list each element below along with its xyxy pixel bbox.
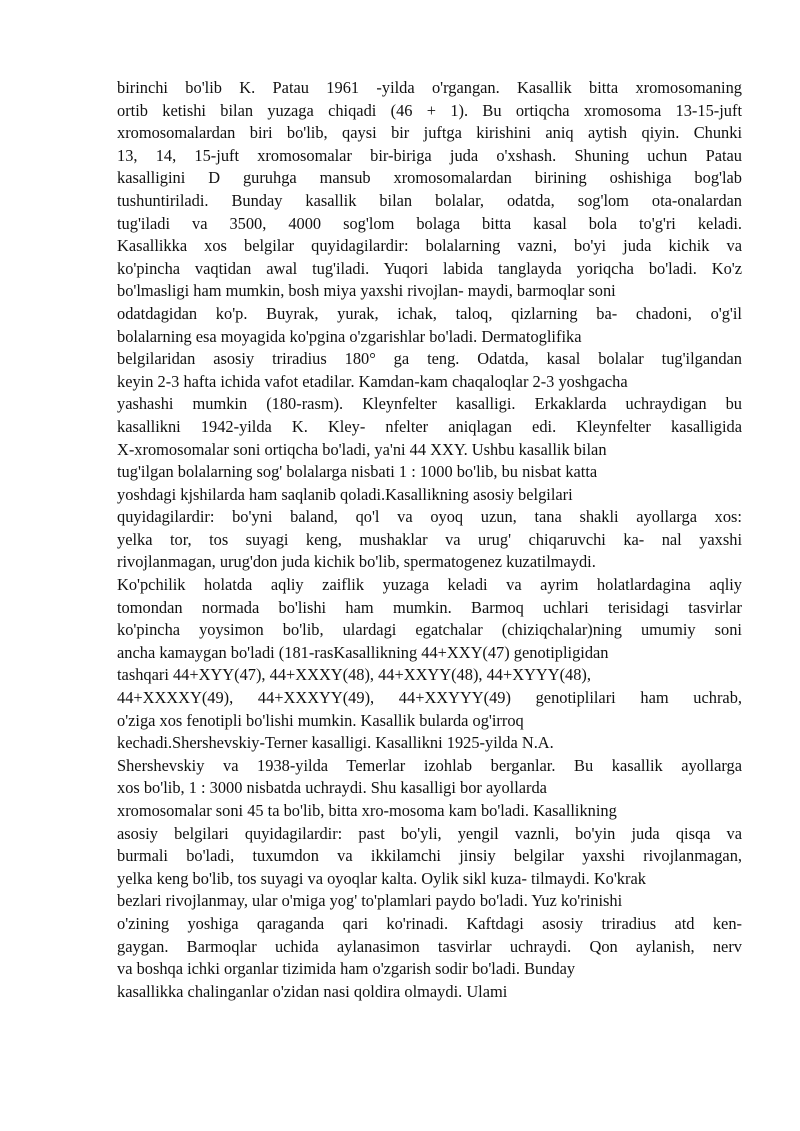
text-line: tushuntiriladi. Bunday kasallik bilan bolalar, odatda, sog'lom ota-onalardan (117, 190, 742, 210)
text-line: ko'pincha vaqtidan awal tug'iladi. Yuqori labida tanglayda yoriqcha bo'ladi. Ko'z (117, 258, 742, 278)
text-line: belgilaridan asosiy triradius 180° ga teng. Odatda, kasal bolalar tug'ilgandan (117, 349, 742, 369)
text-line: rivojlanmagan, urug'don juda kichik bo'lib, spermatogenez kuzatilmaydi. (117, 552, 596, 572)
text-line: kasalligini D guruhga mansub xromosomalardan birining oshishiga bog'lab (117, 168, 742, 188)
text-line: xromosomalardan biri bo'lib, qaysi bir juftga kirishini aniq aytish qiyin. Chunki (117, 123, 742, 143)
text-line: bolalarning esa moyagida ko'pgina o'zgarishlar bo'ladi. Dermatoglifika (117, 326, 582, 346)
text-line: gaygan. Barmoqlar uchida aylanasimon tasvirlar uchraydi. Qon aylanish, nerv (117, 936, 742, 956)
text-line: asosiy belgilari quyidagilardir: past bo'yli, yengil vaznli, bo'yin juda qisqa va (117, 823, 742, 843)
text-line: tug'ilgan bolalarning sog' bolalarga nisbati 1 : 1000 bo'lib, bu nisbat katta (117, 462, 598, 482)
text-line: Ko'pchilik holatda aqliy zaiflik yuzaga keladi va ayrim holatlardagina aqliy (117, 575, 742, 595)
body-text (117, 77, 742, 1003)
text-line: Shershevskiy va 1938-yilda Temerlar izohlab berganlar. Bu kasallik ayollarga (117, 755, 742, 775)
text-line: tashqari 44+XYY(47), 44+XXXY(48), 44+XXYY(48), 44+XYYY(48), (117, 665, 591, 685)
text-line: quyidagilardir: bo'yni baland, qo'l va oyoq uzun, tana shakli ayollarga xos: (117, 507, 742, 527)
text-line: yelka tor, tos suyagi keng, mushaklar va urug' chiqaruvchi ka- nal yaxshi (117, 529, 742, 549)
text-line: va boshqa ichki organlar tizimida ham o'zgarish sodir bo'ladi. Bunday (117, 959, 576, 979)
text-line: odatdagidan ko'p. Buyrak, yurak, ichak, taloq, qizlarning ba- chadoni, o'g'il (117, 303, 742, 323)
text-line: kasallikni 1942-yilda K. Kley- nfelter aniqlagan edi. Kleynfelter kasalligida (117, 416, 742, 436)
text-line: X-xromosomalar soni ortiqcha bo'ladi, ya'ni 44 XXY. Ushbu kasallik bilan (117, 439, 607, 459)
text-line: burmali bo'ladi, tuxumdon va ikkilamchi jinsiy belgilar yaxshi rivojlanmagan, (117, 846, 742, 866)
text-line: keyin 2-3 hafta ichida vafot etadilar. Kamdan-kam chaqaloqlar 2-3 yoshgacha (117, 371, 628, 391)
text-line: ko'pincha yoysimon bo'lib, ulardagi egatchalar (chiziqchalar)ning umumiy soni (117, 620, 742, 640)
text-line: 44+XXXXY(49), 44+XXXYY(49), 44+XXYYY(49) genotiplilari ham uchrab, (117, 688, 742, 708)
text-line: yashashi mumkin (180-rasm). Kleynfelter kasalligi. Erkaklarda uchraydigan bu (117, 394, 742, 414)
text-line: o'zining yoshiga qaraganda qari ko'rinadi. Kaftdagi asosiy triradius atd ken- (117, 913, 742, 933)
text-line: xos bo'lib, 1 : 3000 nisbatda uchraydi. Shu kasalligi bor ayollarda (117, 778, 547, 798)
text-line: Kasallikka xos belgilar quyidagilardir: bolalarning vazni, bo'yi juda kichik va (117, 236, 742, 256)
text-line: tomondan normada bo'lishi ham mumkin. Barmoq uchlari terisidagi tasvirlar (117, 597, 742, 617)
text-line: ortib ketishi bilan yuzaga chiqadi (46 + 1). Bu ortiqcha xromosoma 13-15-juft (117, 100, 742, 120)
text-line: ancha kamaygan bo'ladi (181-rasKasallikning 44+XXY(47) genotipligidan (117, 642, 609, 662)
text-line: bezlari rivojlanmay, ular o'miga yog' to'plamlari paydo bo'ladi. Yuz ko'rinishi (117, 891, 623, 911)
text-line: birinchi bo'lib K. Patau 1961 -yilda o'rgangan. Kasallik bitta xromosomaning (117, 78, 742, 97)
text-line: yelka keng bo'lib, tos suyagi va oyoqlar kalta. Oylik sikl kuza- tilmaydi. Ko'krak (117, 868, 646, 888)
text-line: xromosomalar soni 45 ta bo'lib, bitta xro-mosoma kam bo'ladi. Kasallikning (117, 801, 617, 820)
text-line: tug'iladi va 3500, 4000 sog'lom bolaga bitta kasal bola to'g'ri keladi. (117, 213, 742, 233)
text-line: kasallikka chalinganlar o'zidan nasi qoldira olmaydi. Ulami (117, 981, 508, 1001)
text-line: bo'lmasligi ham mumkin, bosh miya yaxshi rivojlan- maydi, barmoqlar soni (117, 281, 616, 301)
text-line: yoshdagi kjshilarda ham saqlanib qoladi.Kasallikning asosiy belgilari (117, 484, 573, 504)
text-line: kechadi.Shershevskiy-Terner kasalligi. Kasallikni 1925-yilda N.A. (117, 733, 554, 753)
text-line: o'ziga xos fenotipli bo'lishi mumkin. Kasallik bularda og'irroq (117, 710, 524, 730)
text-line: 13, 14, 15-juft xromosomalar bir-biriga juda o'xshash. Shuning uchun Patau (117, 145, 742, 165)
